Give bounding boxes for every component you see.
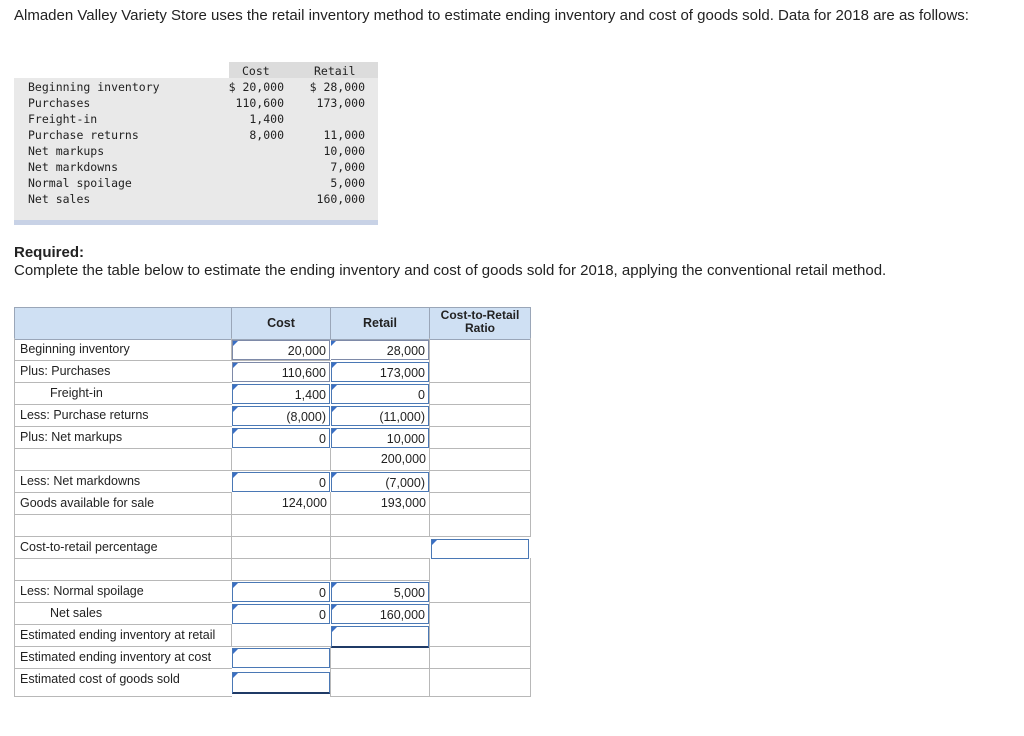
- row-label-netsales: Net sales: [14, 602, 232, 625]
- cost-gafs: 124,000: [231, 492, 331, 515]
- data-row-retail: $ 28,000: [309, 80, 365, 94]
- input-marker-icon: [233, 385, 238, 390]
- input-marker-icon: [233, 473, 238, 478]
- netsales-retail-input[interactable]: 160,000: [331, 604, 429, 624]
- data-header-retail: Retail: [314, 64, 356, 78]
- input-marker-icon: [332, 429, 337, 434]
- freight-cost-input[interactable]: 1,400: [232, 384, 330, 404]
- returns-cost-input[interactable]: (8,000): [232, 406, 330, 426]
- data-row-cost: 110,600: [235, 96, 284, 110]
- input-marker-icon: [331, 341, 336, 346]
- input-marker-icon: [233, 673, 238, 678]
- row-label-freight: Freight-in: [14, 382, 232, 405]
- data-row-retail: 160,000: [316, 192, 365, 206]
- freight-retail-input[interactable]: 0: [331, 384, 429, 404]
- markdowns-cost-input[interactable]: 0: [232, 472, 330, 492]
- input-marker-icon: [332, 407, 337, 412]
- row-label-end-cost: Estimated ending inventory at cost: [14, 646, 232, 669]
- data-header-cost: Cost: [242, 64, 270, 78]
- row-label-available: Goods available for sale: [14, 492, 232, 515]
- row-label-spoilage: Less: Normal spoilage: [14, 580, 232, 603]
- cogs-input[interactable]: [232, 672, 330, 694]
- input-marker-icon: [332, 363, 337, 368]
- data-row-retail: 7,000: [330, 160, 365, 174]
- input-marker-icon: [233, 649, 238, 654]
- data-row-label: Purchases: [28, 96, 91, 110]
- spoilage-cost-input[interactable]: 0: [232, 582, 330, 602]
- given-data-table: [14, 62, 378, 225]
- header-ratio-line2: Ratio: [465, 321, 495, 335]
- data-row-label: Net markdowns: [28, 160, 119, 174]
- header-ratio-line1: Cost-to-Retail: [440, 308, 520, 322]
- input-marker-icon: [233, 341, 238, 346]
- required-text: Complete the table below to estimate the ending inventory and cost of goods sold for 2018, applying the conventional retail method.: [14, 262, 887, 279]
- data-row-label: Net sales: [28, 192, 91, 206]
- markups-retail-input[interactable]: 10,000: [331, 428, 429, 448]
- row-label-cogs: Estimated cost of goods sold: [14, 668, 232, 697]
- input-marker-icon: [233, 583, 238, 588]
- input-marker-icon: [233, 407, 238, 412]
- data-row-cost: $ 20,000: [228, 80, 284, 94]
- input-marker-icon: [332, 627, 337, 632]
- data-row-cost: 1,400: [249, 112, 284, 126]
- input-marker-icon: [233, 605, 238, 610]
- row-label-beginning: Beginning inventory: [14, 338, 232, 361]
- data-row-cost: 8,000: [249, 128, 284, 142]
- retail-cell: [330, 646, 430, 669]
- row-label-purchases: Plus: Purchases: [14, 360, 232, 383]
- data-row-label: Purchase returns: [28, 128, 139, 142]
- worksheet-table: [14, 307, 531, 697]
- retail-cell: [330, 668, 430, 697]
- cost-cell: [231, 514, 331, 537]
- data-row-retail: 11,000: [323, 128, 365, 142]
- row-label-percentage: Cost-to-retail percentage: [14, 536, 232, 559]
- retail-cell: [330, 536, 430, 559]
- returns-retail-input[interactable]: (11,000): [331, 406, 429, 426]
- end-cost-input[interactable]: [232, 648, 330, 668]
- row-label-empty: [14, 514, 232, 537]
- data-row-retail: 10,000: [323, 144, 365, 158]
- row-label-empty: [14, 448, 232, 471]
- header-retail: Retail: [330, 307, 430, 340]
- data-row-label: Freight-in: [28, 112, 98, 126]
- row-label-returns: Less: Purchase returns: [14, 404, 232, 427]
- input-marker-icon: [332, 473, 337, 478]
- spoilage-retail-input[interactable]: 5,000: [331, 582, 429, 602]
- intro-text: Almaden Valley Variety Store uses the retail inventory method to estimate ending inventory and cost of goods sold. Data for 2018 are as follows:: [14, 7, 969, 24]
- end-retail-input[interactable]: [331, 626, 429, 648]
- cost-cell: [231, 448, 331, 471]
- retail-cell: [330, 514, 430, 537]
- purchases-cost-input[interactable]: 110,600: [232, 362, 330, 382]
- cost-cell: [231, 536, 331, 559]
- netsales-cost-input[interactable]: 0: [232, 604, 330, 624]
- data-row-retail: 173,000: [316, 96, 365, 110]
- row-label-markups: Plus: Net markups: [14, 426, 232, 449]
- header-blank: [14, 307, 232, 340]
- input-marker-icon: [332, 385, 337, 390]
- data-row-label: Net markups: [28, 144, 105, 158]
- purchases-retail-input[interactable]: 173,000: [331, 362, 429, 382]
- input-marker-icon: [233, 363, 238, 368]
- header-cost: Cost: [231, 307, 331, 340]
- row-label-end-retail: Estimated ending inventory at retail: [14, 624, 232, 647]
- markups-cost-input[interactable]: 0: [232, 428, 330, 448]
- beginning-retail-input[interactable]: 28,000: [331, 340, 429, 360]
- data-row-label: Normal spoilage: [28, 176, 132, 190]
- retail-subtotal: 200,000: [330, 448, 430, 471]
- cost-cell: [231, 558, 331, 581]
- input-marker-icon: [332, 583, 337, 588]
- beginning-cost-input[interactable]: 20,000: [232, 340, 330, 360]
- data-row-label: Beginning inventory: [28, 80, 160, 94]
- row-label-empty: [14, 558, 232, 581]
- input-marker-icon: [432, 540, 437, 545]
- row-label-markdowns: Less: Net markdowns: [14, 470, 232, 493]
- required-title: Required:: [14, 244, 85, 261]
- header-ratio: [429, 307, 531, 340]
- retail-gafs: 193,000: [330, 492, 430, 515]
- markdowns-retail-input[interactable]: (7,000): [331, 472, 429, 492]
- retail-cell: [330, 558, 430, 581]
- input-marker-icon: [332, 605, 337, 610]
- cost-cell: [231, 624, 331, 647]
- data-row-retail: 5,000: [330, 176, 365, 190]
- input-marker-icon: [233, 429, 238, 434]
- cost-to-retail-ratio-input[interactable]: [431, 539, 529, 559]
